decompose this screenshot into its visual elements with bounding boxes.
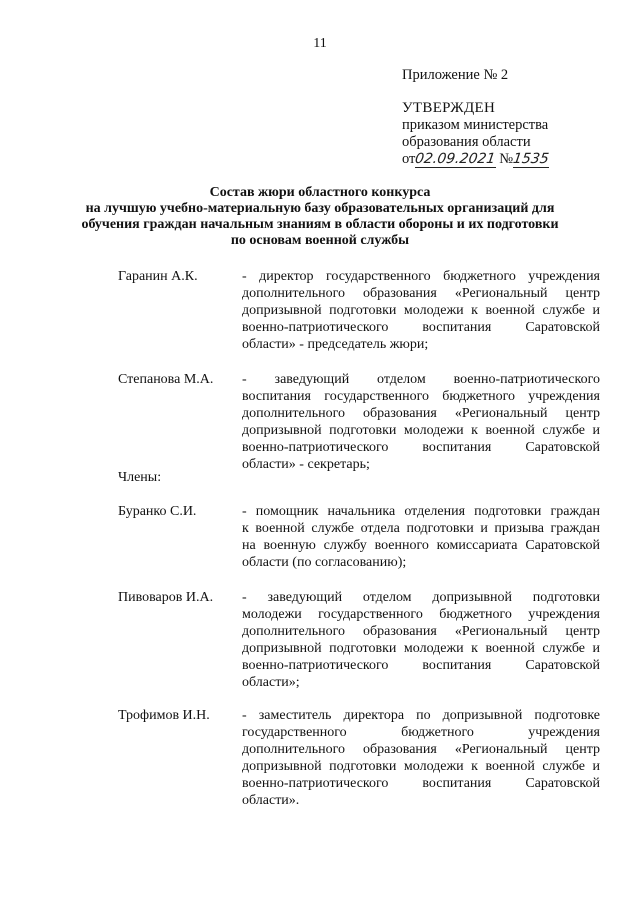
desc-line: - заведующий отделом военно-патриотического bbox=[242, 372, 600, 387]
document-title bbox=[40, 185, 600, 249]
member-name: Степанова М.А. bbox=[118, 372, 214, 387]
desc-line: дополнительного образования «Региональный центр bbox=[242, 406, 600, 421]
desc-line: допризывной подготовки молодежи к военной службе и bbox=[242, 303, 600, 318]
number-prefix: № bbox=[499, 151, 514, 167]
desc-line: военно-патриотического воспитания Саратовской bbox=[242, 776, 600, 791]
date-prefix: от bbox=[402, 151, 416, 167]
desc-line: военно-патриотического воспитания Саратовской bbox=[242, 440, 600, 455]
member-name: Трофимов И.Н. bbox=[118, 708, 210, 723]
desc-line: допризывной подготовки молодежи к военной службе и bbox=[242, 641, 600, 656]
desc-line: дополнительного образования «Региональный центр bbox=[242, 742, 600, 757]
member-description bbox=[242, 503, 600, 571]
desc-line: допризывной подготовки молодежи к военной службе и bbox=[242, 423, 600, 438]
approval-heading: УТВЕРЖДЕН bbox=[402, 100, 496, 116]
desc-line: молодежи государственного бюджетного учреждения bbox=[242, 607, 600, 622]
desc-line: допризывной подготовки молодежи к военной службе и bbox=[242, 759, 600, 774]
desc-line: на военную службу военного комиссариата Саратовской bbox=[242, 538, 600, 553]
member-name: Буранко С.И. bbox=[118, 504, 197, 519]
approval-date-line bbox=[402, 151, 549, 168]
desc-line: - директор государственного бюджетного учреждения bbox=[242, 269, 600, 284]
approval-line-1: приказом министерства bbox=[402, 117, 549, 133]
desc-line: дополнительного образования «Региональный центр bbox=[242, 624, 600, 639]
desc-line: области». bbox=[242, 793, 300, 808]
title-line-2: на лучшую учебно-материальную базу образовательных организаций для bbox=[85, 201, 555, 216]
desc-line: - заведующий отделом допризывной подготовки bbox=[242, 590, 600, 605]
handwritten-date: 02.09.2021 bbox=[414, 151, 497, 167]
page-number: 11 bbox=[313, 36, 327, 51]
desc-line: к военной службе отдела подготовки и призыва граждан bbox=[242, 521, 600, 536]
desc-line: области» - секретарь; bbox=[242, 457, 370, 472]
member-description bbox=[242, 589, 600, 691]
desc-line: воспитания государственного бюджетного учреждения bbox=[242, 389, 600, 404]
approval-block bbox=[402, 100, 549, 168]
annex-label: Приложение № 2 bbox=[402, 67, 509, 83]
desc-line: области»; bbox=[242, 675, 300, 690]
title-line-3: обучения граждан начальным знаниям в области обороны и их подготовки bbox=[81, 217, 559, 232]
title-line-1: Состав жюри областного конкурса bbox=[209, 185, 431, 200]
member-name: Пивоваров И.А. bbox=[118, 590, 214, 605]
desc-line: области (по согласованию); bbox=[242, 555, 407, 570]
desc-line: дополнительного образования «Региональный центр bbox=[242, 286, 600, 301]
desc-line: - заместитель директора по допризывной подготовке bbox=[242, 708, 600, 723]
approval-line-2: образования области bbox=[402, 134, 531, 150]
number-underline bbox=[513, 152, 549, 168]
desc-line: военно-патриотического воспитания Саратовской bbox=[242, 658, 600, 673]
desc-line: области» - председатель жюри; bbox=[242, 337, 429, 352]
handwritten-number: 1535 bbox=[511, 151, 550, 167]
date-underline bbox=[415, 152, 495, 168]
member-name: Гаранин А.К. bbox=[118, 269, 198, 284]
member-description bbox=[242, 371, 600, 473]
desc-line: государственного бюджетного учреждения bbox=[242, 725, 600, 740]
title-line-4: по основам военной службы bbox=[230, 233, 410, 248]
member-description bbox=[242, 707, 600, 809]
members-label: Члены: bbox=[118, 470, 162, 485]
member-description bbox=[242, 268, 600, 353]
desc-line: военно-патриотического воспитания Саратовской bbox=[242, 320, 600, 335]
desc-line: - помощник начальника отделения подготовки граждан bbox=[242, 504, 600, 519]
